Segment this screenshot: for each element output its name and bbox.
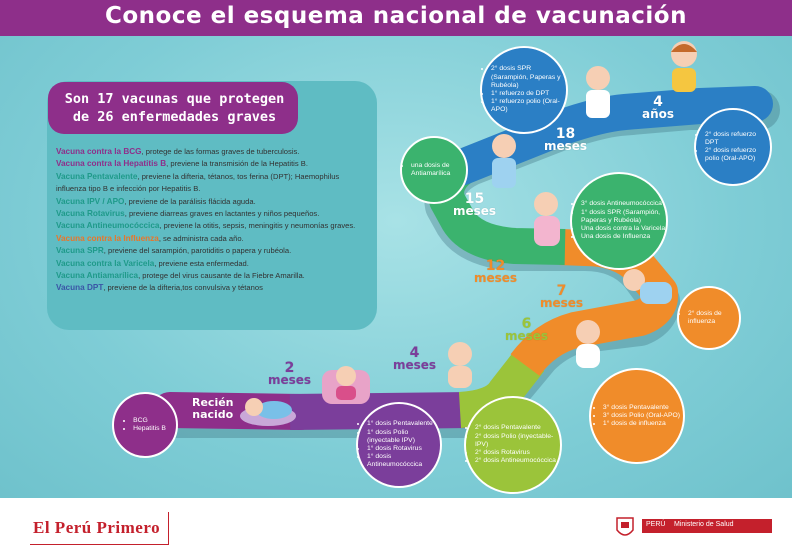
age-4-meses: 4 meses <box>393 345 437 372</box>
dose-item: • 3° dosis Antineumocóccica <box>581 200 666 208</box>
vaccine-description: , previene diarreas graves en lactantes y niños pequeños. <box>124 209 320 219</box>
dose-item: • 2° dosis Polio (inyectable- IPV) <box>475 433 560 449</box>
bubble-4-anos <box>694 108 772 186</box>
dose-item: • Una dosis de Influenza <box>581 233 666 241</box>
dose-item: • 1° dosis de influenza <box>603 420 680 428</box>
dose-item: • 2° dosis de influenza <box>688 310 739 326</box>
girl-4-years-illustration <box>662 40 706 106</box>
peru-label: PERÚ <box>646 521 666 528</box>
dose-item: • 1° dosis Polio (inyectable IPV) <box>367 429 440 445</box>
age-recien-nacido: Recién nacido <box>192 396 234 421</box>
dose-item: • Una dosis contra la Varicela <box>581 225 666 233</box>
vaccine-item <box>56 171 366 183</box>
vaccine-description: , previene del sarampión, parotiditis o papera y rubéola. <box>103 246 292 256</box>
baby-7-months-illustration <box>620 266 676 312</box>
vaccine-name: Vacuna Antiamarílica <box>56 271 139 281</box>
page-title: Conoce el esquema nacional de vacunación <box>105 3 687 29</box>
vaccine-name: Vacuna Antineumocóccica <box>56 221 160 231</box>
vaccine-item <box>56 146 366 158</box>
ministry-label: Ministerio de Salud <box>674 521 734 528</box>
vaccine-name: Vacuna IPV / APO <box>56 196 125 206</box>
dose-item: • 3° dosis Pentavalente <box>603 404 680 412</box>
baby-2-months-illustration <box>318 358 374 408</box>
vaccine-description: , se administra cada año. <box>158 233 244 243</box>
vaccine-item <box>56 196 366 208</box>
dose-item: • BCG <box>133 417 166 425</box>
dose-item: • Hepatitis B <box>133 425 166 433</box>
vaccine-description: , protege de las formas graves de tuberculosis. <box>141 147 300 156</box>
vaccine-list <box>56 146 366 295</box>
bubble-4-meses <box>464 396 562 494</box>
dose-item: • 1° refuerzo de DPT <box>491 90 566 98</box>
dose-item: • 2° dosis SPR (Sarampión, Paperas y Rubéola) <box>491 65 566 90</box>
vaccine-name: Vacuna contra la Hepatitis B <box>56 159 167 169</box>
vaccine-item <box>56 208 366 220</box>
bubble-15-meses <box>400 136 468 204</box>
dose-item: • 2° dosis refuerzo polio (Oral-APO) <box>705 147 770 163</box>
baby-sleeping-illustration <box>238 392 298 428</box>
dose-item: • 1° dosis Antineumocóccica <box>367 453 440 469</box>
dose-item: • 2° dosis Rotavirus <box>475 449 560 457</box>
bubble-2-meses <box>356 402 442 488</box>
baby-15-months-illustration <box>484 132 524 192</box>
age-15-meses: 15 meses <box>453 191 497 218</box>
age-6-meses: 6 meses <box>505 316 549 343</box>
age-18-meses: 18 meses <box>544 126 588 153</box>
vaccine-description: , previene esta enfermedad. <box>154 258 249 268</box>
vaccine-name: Vacuna Rotavirus <box>56 209 125 219</box>
vaccine-item <box>56 158 366 170</box>
vaccine-description: , previene de la parálisis flácida aguda. <box>124 196 256 206</box>
peru-coat-of-arms-icon <box>614 516 636 540</box>
age-7-meses: 7 meses <box>540 283 584 310</box>
bubble-12-meses <box>570 172 668 270</box>
vaccine-name: Vacuna contra la BCG <box>56 147 142 156</box>
dose-item: • 1° dosis SPR (Sarampión, Paperas y Rubéola) <box>581 209 666 225</box>
vaccine-item <box>56 245 366 257</box>
dose-item: • 3° dosis Polio (Oral-APO) <box>603 412 680 420</box>
el-peru-primero-logo: El Perú Primero <box>33 518 161 537</box>
age-2-meses: 2 meses <box>268 360 312 387</box>
vaccine-item <box>56 258 366 270</box>
vaccine-name: Vacuna contra la Varicela <box>56 258 155 268</box>
bubble-recien-nacido <box>112 392 178 458</box>
vaccine-description: , previene la transmisión de la Hepatitis B. <box>166 159 308 169</box>
vaccine-item <box>56 233 366 245</box>
baby-12-months-illustration <box>524 190 570 250</box>
dose-item: • 2° dosis Pentavalente <box>475 424 560 432</box>
dose-item: • 2° dosis refuerzo DPT <box>705 131 770 147</box>
vaccine-item <box>56 270 366 282</box>
bubble-7-meses <box>677 286 741 350</box>
age-12-meses: 12 meses <box>474 258 518 285</box>
vaccine-description: influenza tipo B e infección por Hepatitis B. <box>56 184 201 194</box>
age-4-anos: 4 años <box>642 94 675 121</box>
vaccine-name: Vacuna SPR <box>56 246 104 256</box>
info-title <box>52 90 297 126</box>
dose-item: • 1° dosis Rotavirus <box>367 445 440 453</box>
info-title-line2: de 26 enfermedades graves <box>72 109 277 125</box>
bubble-6-meses <box>589 368 685 464</box>
info-title-line1: Son 17 vacunas que protegen <box>64 91 285 107</box>
vaccine-name: Vacuna contra la Influenza <box>56 233 159 243</box>
vaccine-item <box>56 220 366 232</box>
bubble-18-meses <box>480 46 568 134</box>
baby-4-months-illustration <box>438 340 482 394</box>
vaccine-description: , previene la otitis, sepsis, meningitis y neumonías graves. <box>159 221 356 231</box>
baby-18-months-illustration <box>576 64 620 124</box>
dose-item: • 1° refuerzo polio (Oral-APO) <box>491 98 566 114</box>
vaccine-item <box>56 282 366 294</box>
baby-6-months-illustration <box>568 318 608 372</box>
vaccine-item <box>56 183 366 195</box>
vaccine-description: , previene de la difteria,tos convulsiva y tétanos <box>103 283 263 293</box>
dose-item: • 2° dosis Antineumocóccica <box>475 457 560 465</box>
vaccine-name: Vacuna Pentavalente <box>56 171 138 181</box>
dose-item: • 1° dosis Pentavalente <box>367 420 440 428</box>
dose-item: • una dosis de Antiamarílica <box>411 162 466 178</box>
vaccine-description: , previene la difteria, tétanos, tos ferina (DPT); Haemophilus <box>137 171 340 181</box>
vaccine-name: Vacuna DPT <box>56 283 104 293</box>
vaccine-description: , protege del virus causante de la Fiebre Amarilla. <box>138 271 305 281</box>
